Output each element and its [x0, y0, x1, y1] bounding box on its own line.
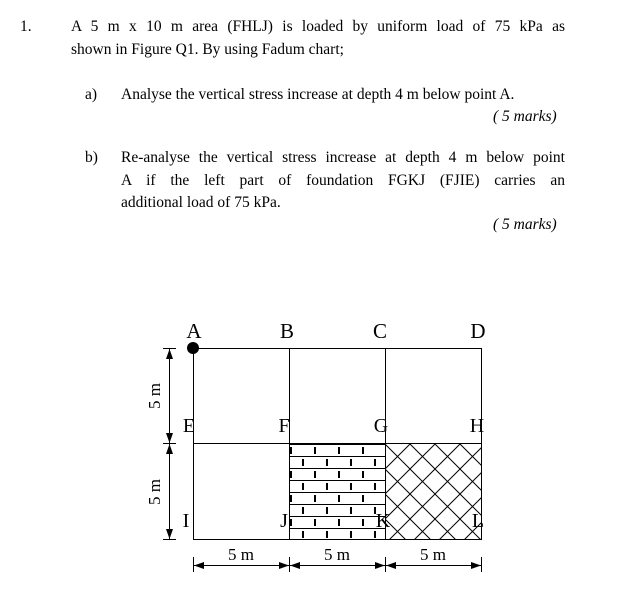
- label-h: H: [469, 415, 485, 437]
- label-g: G: [373, 415, 389, 437]
- vertical-dim-label-top: 5 m: [145, 383, 164, 409]
- part-b-line-1: Re-analyse the vertical stress increase at depth 4 m below point: [121, 149, 565, 166]
- region-ghlk-crosshatch: [385, 443, 481, 539]
- part-a-marks: ( 5 marks): [493, 108, 557, 125]
- label-j: J: [280, 510, 288, 532]
- label-f: F: [278, 415, 290, 437]
- vertical-dim-label-bottom: 5 m: [145, 479, 164, 505]
- part-b-label: b): [85, 149, 98, 166]
- label-a: A: [186, 319, 202, 343]
- intro-line-1: A 5 m x 10 m area (FHLJ) is loaded by uniform load of 75 kPa as: [71, 18, 565, 35]
- horizontal-dim-label-1: 5 m: [228, 545, 254, 564]
- horizontal-dim-label-3: 5 m: [420, 545, 446, 564]
- question-number: 1.: [20, 18, 32, 35]
- region-fgkj-brick: [289, 443, 385, 539]
- part-a-label: a): [85, 86, 98, 103]
- label-d: D: [470, 319, 486, 343]
- label-k: K: [375, 510, 391, 532]
- part-b-marks: ( 5 marks): [493, 216, 557, 233]
- label-i: I: [182, 510, 190, 532]
- label-l: L: [471, 510, 485, 532]
- label-c: C: [372, 319, 388, 343]
- part-b-line-2: A if the left part of foundation FGKJ (FJIE) carries an: [121, 172, 565, 189]
- point-a-marker: [187, 342, 199, 354]
- horizontal-dim-label-2: 5 m: [324, 545, 350, 564]
- intro-line-2: shown in Figure Q1. By using Fadum chart;: [71, 41, 344, 58]
- label-b: B: [279, 319, 295, 343]
- part-a-text: Analyse the vertical stress increase at depth 4 m below point A.: [121, 86, 515, 103]
- part-b-line-3: additional load of 75 kPa.: [121, 194, 281, 211]
- vertical-dimension: [163, 348, 176, 540]
- label-e: E: [182, 415, 196, 437]
